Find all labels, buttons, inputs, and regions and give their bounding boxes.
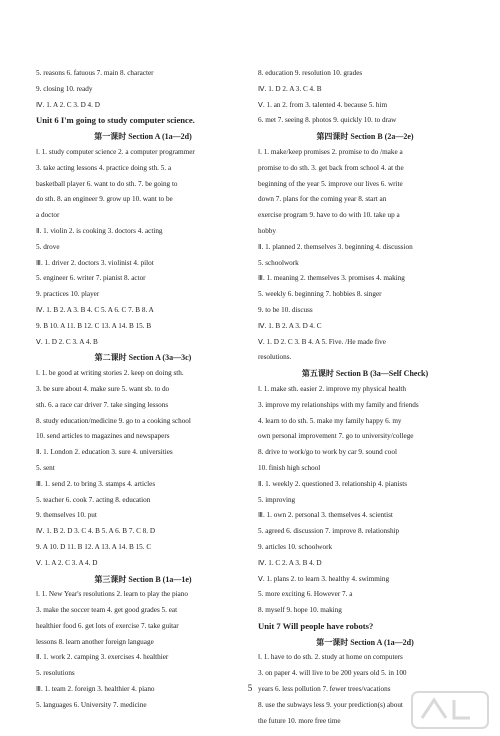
section-heading: 第五课时 Section B (3a—Self Check)	[301, 369, 429, 379]
answer-line: Ⅴ. 1. an 2. from 3. talented 4. because 5. him	[258, 100, 388, 109]
answer-line: 4. learn to do sth. 5. make my family happy 6. my	[258, 416, 402, 425]
answer-line: Ⅳ. 1. C 2. A 3. B 4. D	[258, 558, 322, 567]
answer-line: 5. engineer 6. writer 7. pianist 8. actor	[36, 274, 146, 283]
answer-line: Ⅰ. 1. be good at writing stories 2. keep on doing sth.	[36, 369, 184, 378]
answer-line: down 7. plans for the coming year 8. start an	[258, 195, 387, 204]
answer-line: Ⅲ. 1. driver 2. doctors 3. violinist 4. pilot	[36, 258, 154, 267]
answer-line: 5. more exciting 6. However 7. a	[258, 590, 353, 599]
answer-line: Ⅲ. 1. own 2. personal 3. themselves 4. scientist	[258, 511, 393, 520]
answer-line: 5. weekly 6. beginning 7. hobbies 8. singer	[258, 290, 382, 299]
answer-line: 9. to be 10. discuss	[258, 305, 313, 314]
answer-line: Ⅰ. 1. study computer science 2. a computer programmer	[36, 147, 195, 156]
answer-line: Ⅰ. 1. make/keep promises 2. promise to do /make a	[258, 147, 403, 156]
answer-line: Ⅰ. 1. New Year's resolutions 2. learn to play the piano	[36, 590, 188, 599]
answer-line: Ⅱ. 1. weekly 2. questioned 3. relationship 4. pianists	[258, 479, 408, 488]
answer-line: 5. schoolwork	[258, 258, 299, 267]
answer-line: Ⅴ. 1. D 2. C 3. B 4. A 5. Five. /He made five	[258, 337, 386, 346]
answer-line: Ⅱ. 1. planned 2. themselves 3. beginning 4. discussion	[258, 242, 413, 251]
answer-line: own personal improvement 7. go to university/college	[258, 432, 414, 441]
answer-line: Ⅴ. 1. D 2. C 3. A 4. B	[36, 337, 98, 346]
answer-line: beginning of the year 5. improve our lives 6. write	[258, 179, 403, 188]
answer-line: 6. met 7. seeing 8. photos 9. quickly 10. to draw	[258, 116, 397, 125]
answer-line: a doctor	[36, 211, 60, 220]
right-column	[258, 66, 472, 729]
answer-line: 8. education 9. resolution 10. grades	[258, 69, 363, 77]
page-number: 5	[247, 683, 253, 693]
answer-line: 3. improve my relationships with my family and friends	[258, 400, 419, 409]
answer-line: Ⅳ. 1. D 2. A 3. C 4. B	[258, 84, 322, 93]
answer-line: 10. send articles to magazines and newspapers	[36, 432, 170, 441]
answer-line: hobby	[258, 226, 276, 235]
answer-line: 9. practices 10. player	[36, 290, 100, 299]
answer-line: 9. A 10. D 11. B 12. A 13. A 14. B 15. C	[36, 542, 152, 551]
answer-line: 9. closing 10. ready	[36, 84, 93, 93]
answer-line: 5. reasons 6. fatuous 7. main 8. character	[36, 69, 154, 77]
answer-line: 5. teacher 6. cook 7. acting 8. education	[36, 495, 151, 504]
section-heading: 第一课时 Section A (1a—2d)	[316, 637, 414, 647]
answer-line: Ⅳ. 1. B 2. D 3. C 4. B 5. A 6. B 7. C 8. D	[36, 527, 156, 536]
answer-line: basketball player 6. want to do sth. 7. be going to	[36, 179, 178, 188]
answer-line: the future 10. more free time	[258, 716, 341, 725]
section-heading: 第四课时 Section B (2a—2e)	[316, 132, 414, 142]
answer-line: 5. improving	[258, 495, 296, 504]
answer-line: Ⅴ. 1. A 2. C 3. A 4. D	[36, 558, 98, 567]
answer-line: 9. articles 10. schoolwork	[258, 542, 333, 551]
answer-line: Ⅴ. 1. plans 2. to learn 3. healthy 4. swimming	[258, 574, 390, 583]
answer-line: 3. on paper 4. will live to be 200 years old 5. in 100	[258, 669, 407, 678]
answer-line: 9. B 10. A 11. B 12. C 13. A 14. B 15. B	[36, 321, 152, 330]
answer-line: Ⅲ. 1. meaning 2. themselves 3. promises 4. making	[258, 274, 405, 283]
answer-line: 5. agreed 6. discussion 7. improve 8. relationship	[258, 527, 400, 536]
answer-line: 5. sent	[36, 463, 55, 472]
unit-heading: Unit 6 I'm going to study computer science.	[36, 115, 195, 126]
unit-heading: Unit 7 Will people have robots?	[258, 620, 374, 631]
answer-line: 8. use the subways less 9. your prediction(s) about	[258, 700, 403, 709]
answer-line: Ⅰ. 1. make sth. easier 2. improve my physical health	[258, 384, 407, 393]
answer-line: exercise program 9. have to do with 10. take up a	[258, 211, 400, 220]
answer-line: Ⅳ. 1. B 2. A 3. D 4. C	[258, 321, 322, 330]
section-heading: 第一课时 Section A (1a—2d)	[94, 132, 192, 142]
answer-line: 9. themselves 10. put	[36, 511, 97, 520]
left-column	[36, 66, 250, 714]
answer-line: healthier food 6. get lots of exercise 7. take guitar	[36, 621, 179, 630]
answer-line: Ⅱ. 1. London 2. education 3. sure 4. universities	[36, 448, 173, 457]
answer-line: 5. drove	[36, 242, 60, 251]
answer-line: Ⅱ. 1. work 2. camping 3. exercises 4. healthier	[36, 653, 169, 662]
answer-line: 8. drive to work/go to work by car 9. sound cool	[258, 448, 397, 457]
watermark-logo	[408, 688, 492, 732]
answer-line: years 6. less pollution 7. fewer trees/vacations	[258, 685, 391, 694]
answer-line: 8. myself 9. hope 10. making	[258, 606, 342, 615]
answer-line: promise to do sth. 3. get back from school 4. at the	[258, 163, 404, 172]
answer-line: 3. be sure about 4. make sure 5. want sb. to do	[36, 384, 170, 393]
answer-line: Ⅲ. 1. team 2. foreign 3. healthier 4. piano	[36, 685, 155, 694]
answer-line: 5. resolutions	[36, 669, 75, 678]
answer-line: sth. 6. a race car driver 7. take singing lessons	[36, 400, 169, 409]
answer-line: resolutions.	[258, 353, 292, 362]
answer-line: 10. finish high school	[258, 463, 321, 472]
answer-line: 8. study education/medicine 9. go to a cooking school	[36, 416, 191, 425]
answer-line: Ⅱ. 1. violin 2. is cooking 3. doctors 4. acting	[36, 226, 163, 235]
answer-line: lessons 8. learn another foreign language	[36, 637, 154, 646]
answer-line: do sth. 8. an engineer 9. grow up 10. want to be	[36, 195, 173, 204]
answer-line: 3. make the soccer team 4. get good grades 5. eat	[36, 606, 178, 615]
answer-line: Ⅲ. 1. send 2. to bring 3. stamps 4. articles	[36, 479, 156, 488]
answer-line: 5. languages 6. University 7. medicine	[36, 700, 147, 709]
section-heading: 第二课时 Section A (3a—3c)	[94, 353, 192, 363]
answer-line: Ⅰ. 1. have to do sth. 2. study at home on computers	[258, 653, 403, 662]
answer-line: Ⅳ. 1. B 2. A 3. B 4. C 5. A 6. C 7. B 8. A	[36, 305, 154, 314]
section-heading: 第三课时 Section B (1a—1e)	[94, 574, 192, 584]
answer-line: Ⅳ. 1. A 2. C 3. D 4. D	[36, 100, 100, 109]
answer-line: 3. take acting lessons 4. practice doing sth. 5. a	[36, 163, 172, 172]
